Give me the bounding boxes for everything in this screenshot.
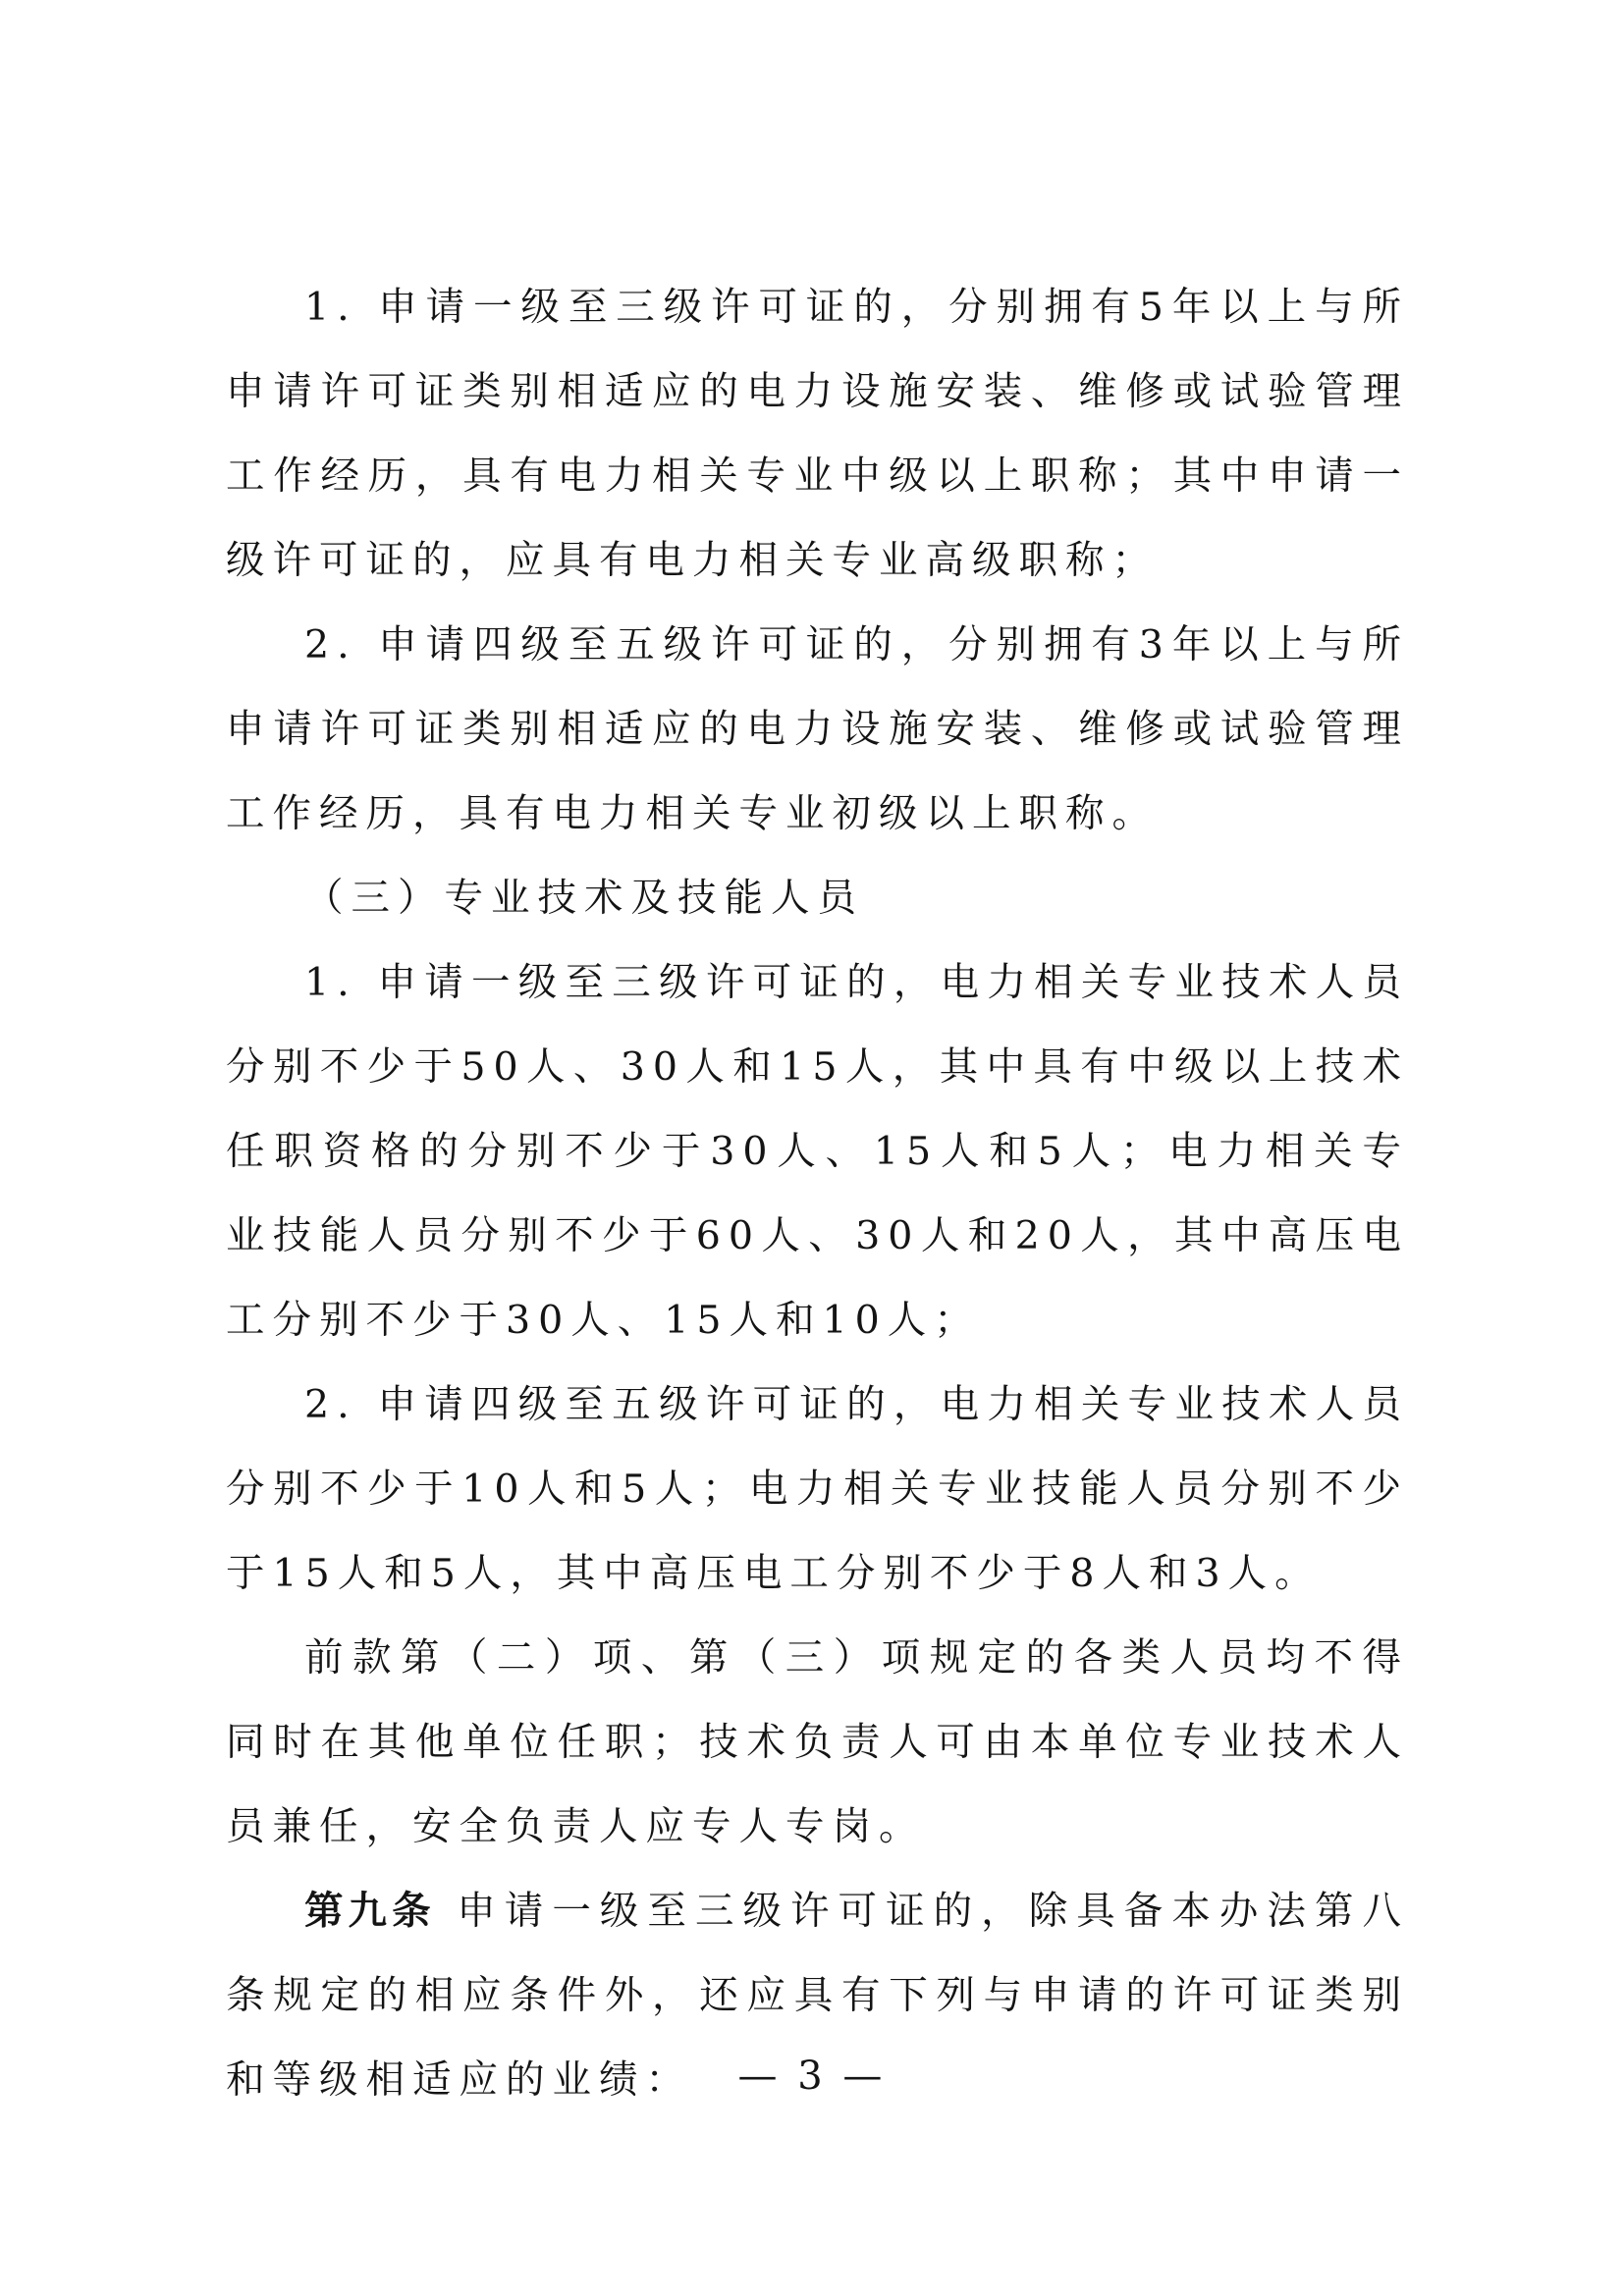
document-body (226, 265, 1409, 2122)
paragraph-senior-staff-2: 2. 申请四级至五级许可证的，分别拥有3年以上与所申请许可证类别相适应的电力设施安装、维修或试验管理工作经历，具有电力相关专业初级以上职称。 (226, 622, 1409, 836)
article-nine-text: 申请一级至三级许可证的，除具备本办法第八条规定的相应条件外，还应具有下列与申请的许可证类别和等级相适应的业绩： (226, 1889, 1410, 2103)
paragraph-professional-staff-1: 1. 申请一级至三级许可证的，电力相关专业技术人员分别不少于50人、30人和15人，其中具有中级以上技术任职资格的分别不少于30人、15人和5人；电力相关专业技能人员分别不少于60人、30人和20人，其中高压电工分别不少于30人、15人和10人； (226, 960, 1409, 1343)
article-nine-heading: 第九条 (304, 1889, 436, 1934)
section-heading-professional-staff: （三）专业技术及技能人员 (304, 876, 864, 921)
paragraph-professional-staff-2: 2. 申请四级至五级许可证的，电力相关专业技术人员分别不少于10人和5人；电力相关专业技能人员分别不少于15人和5人，其中高压电工分别不少于8人和3人。 (226, 1382, 1409, 1596)
page-number: — 3 — (737, 2054, 887, 2099)
paragraph-staff-restriction: 前款第（二）项、第（三）项规定的各类人员均不得同时在其他单位任职；技术负责人可由本单位专业技术人员兼任，安全负责人应专人专岗。 (226, 1635, 1409, 1849)
paragraph-senior-staff-1: 1. 申请一级至三级许可证的，分别拥有5年以上与所申请许可证类别相适应的电力设施安装、维修或试验管理工作经历，具有电力相关专业中级以上职称；其中申请一级许可证的，应具有电力相关专业高级职称； (226, 285, 1409, 583)
